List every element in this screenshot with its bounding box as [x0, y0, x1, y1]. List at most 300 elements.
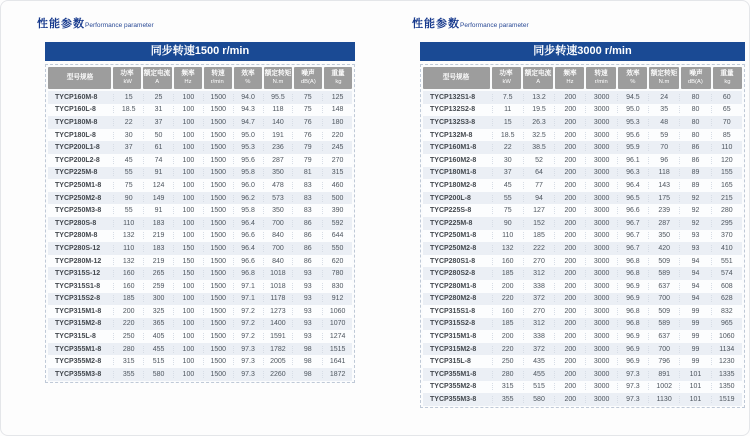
- value-cell: 200: [492, 283, 523, 290]
- value-cell: 3000: [585, 308, 616, 315]
- value-cell: 280: [113, 346, 143, 353]
- model-cell: TYCP355M2-8: [430, 383, 477, 391]
- value-cell: 1500: [203, 245, 233, 252]
- value-cell: 3000: [585, 396, 616, 403]
- value-cell: 1350: [711, 383, 742, 390]
- value-cell: 94: [679, 258, 710, 265]
- value-cell: 80: [679, 119, 710, 126]
- table-row: [423, 204, 742, 217]
- model-cell: TYCP280S-8: [55, 219, 97, 227]
- value-cell: 75: [292, 106, 322, 113]
- model-cell: TYCP250M2-8: [430, 244, 477, 252]
- value-cell: 200: [554, 358, 585, 365]
- value-cell: 97.3: [617, 396, 648, 403]
- header-cell: [586, 67, 616, 89]
- table-row: [48, 305, 352, 318]
- table-grid: [45, 64, 355, 383]
- value-cell: 1500: [203, 346, 233, 353]
- value-cell: 215: [711, 195, 742, 202]
- table-title-bar: 同步转速3000 r/min: [420, 42, 745, 61]
- model-cell: TYCP280S2-8: [430, 270, 476, 278]
- value-cell: 19.5: [523, 106, 554, 113]
- value-cell: 312: [523, 270, 554, 277]
- value-cell: 95.9: [617, 144, 648, 151]
- header-unit: %: [630, 78, 636, 85]
- header-name: 噪声: [301, 70, 315, 78]
- value-cell: 100: [173, 94, 203, 101]
- value-cell: 32.5: [523, 132, 554, 139]
- header-unit: N.m: [272, 78, 284, 85]
- table-grid: [420, 64, 745, 408]
- value-cell: 405: [143, 333, 173, 340]
- value-cell: 1060: [711, 333, 742, 340]
- value-cell: 61: [143, 144, 173, 151]
- value-cell: 11: [492, 106, 523, 113]
- value-cell: 219: [143, 232, 173, 239]
- value-cell: 1500: [203, 220, 233, 227]
- value-cell: 99: [679, 358, 710, 365]
- value-cell: 96.9: [617, 295, 648, 302]
- value-cell: 18.5: [492, 132, 523, 139]
- header-name: 效率: [241, 70, 255, 78]
- header-name: 重量: [720, 70, 734, 78]
- value-cell: 31: [143, 106, 173, 113]
- value-cell: 96.5: [617, 195, 648, 202]
- value-cell: 312: [523, 320, 554, 327]
- value-cell: 3000: [585, 270, 616, 277]
- value-cell: 200: [554, 232, 585, 239]
- table-row: [423, 129, 742, 142]
- table-title-bar: 同步转速1500 r/min: [45, 42, 355, 61]
- value-cell: 100: [173, 220, 203, 227]
- model-cell: TYCP315L-8: [430, 358, 471, 366]
- header-unit: Hz: [183, 78, 192, 85]
- value-cell: 287: [263, 157, 293, 164]
- value-cell: 355: [113, 371, 143, 378]
- model-cell: TYCP315S2-8: [55, 295, 101, 303]
- value-cell: 96.8: [233, 270, 263, 277]
- model-cell: TYCP355M3-8: [55, 370, 102, 378]
- value-cell: 96.8: [617, 270, 648, 277]
- value-cell: 3000: [585, 182, 616, 189]
- performance-panel-1500: [37, 14, 355, 383]
- table-row: [423, 167, 742, 180]
- value-cell: 74: [143, 157, 173, 164]
- value-cell: 200: [554, 169, 585, 176]
- value-cell: 93: [292, 295, 322, 302]
- table-row: [48, 318, 352, 331]
- value-cell: 365: [143, 320, 173, 327]
- value-cell: 265: [143, 270, 173, 277]
- value-cell: 455: [523, 371, 554, 378]
- value-cell: 96.1: [617, 157, 648, 164]
- value-cell: 81: [292, 169, 322, 176]
- value-cell: 83: [292, 195, 322, 202]
- header-name: 转速: [210, 70, 225, 78]
- value-cell: 200: [554, 106, 585, 113]
- value-cell: 1500: [203, 283, 233, 290]
- value-cell: 1500: [203, 358, 233, 365]
- value-cell: 140: [263, 119, 293, 126]
- value-cell: 85: [711, 132, 742, 139]
- value-cell: 1335: [711, 371, 742, 378]
- model-cell: TYCP315L-8: [55, 333, 96, 341]
- model-cell: TYCP250M3-8: [55, 207, 102, 215]
- value-cell: 550: [322, 245, 352, 252]
- model-cell: TYCP250M1-8: [55, 181, 102, 189]
- table-row: [423, 242, 742, 255]
- value-cell: 700: [263, 220, 293, 227]
- value-cell: 95.3: [617, 119, 648, 126]
- table-row: [48, 343, 352, 356]
- value-cell: 143: [648, 182, 679, 189]
- spec-table-1500: [45, 42, 355, 383]
- value-cell: 200: [492, 333, 523, 340]
- value-cell: 13.2: [523, 94, 554, 101]
- table-row: [48, 230, 352, 243]
- value-cell: 200: [554, 94, 585, 101]
- value-cell: 295: [711, 220, 742, 227]
- value-cell: 83: [292, 207, 322, 214]
- value-cell: 95.0: [617, 106, 648, 113]
- model-cell: TYCP280S1-8: [430, 257, 476, 265]
- header-name: 功率: [120, 70, 135, 78]
- value-cell: 1500: [203, 144, 233, 151]
- value-cell: 1500: [203, 258, 233, 265]
- value-cell: 120: [711, 157, 742, 164]
- value-cell: 1515: [322, 346, 352, 353]
- table-row: [48, 293, 352, 306]
- value-cell: 270: [523, 258, 554, 265]
- header-name: 噪声: [689, 70, 703, 78]
- value-cell: 1400: [263, 320, 293, 327]
- model-cell: TYCP355M1-8: [55, 345, 102, 353]
- value-cell: 94.0: [233, 94, 263, 101]
- value-cell: 96.4: [233, 245, 263, 252]
- header-name: 型号规格: [443, 74, 470, 81]
- value-cell: 91: [143, 207, 173, 214]
- value-cell: 124: [143, 182, 173, 189]
- value-cell: 2005: [263, 358, 293, 365]
- value-cell: 89: [679, 182, 710, 189]
- value-cell: 95.6: [233, 157, 263, 164]
- value-cell: 24: [648, 94, 679, 101]
- value-cell: 185: [492, 320, 523, 327]
- value-cell: 1500: [203, 207, 233, 214]
- value-cell: 25: [143, 94, 173, 101]
- value-cell: 3000: [585, 245, 616, 252]
- value-cell: 96: [648, 157, 679, 164]
- value-cell: 3000: [585, 383, 616, 390]
- value-cell: 101: [679, 396, 710, 403]
- model-cell: TYCP280M-12: [55, 257, 102, 265]
- value-cell: 30: [113, 132, 143, 139]
- value-cell: 338: [523, 333, 554, 340]
- value-cell: 200: [554, 371, 585, 378]
- value-cell: 200: [554, 396, 585, 403]
- value-cell: 250: [113, 333, 143, 340]
- model-cell: TYCP355M2-8: [55, 358, 102, 366]
- value-cell: 96.7: [617, 245, 648, 252]
- value-cell: 3000: [585, 195, 616, 202]
- value-cell: 18.5: [113, 106, 143, 113]
- value-cell: 580: [143, 371, 173, 378]
- model-cell: TYCP315S1-8: [55, 282, 101, 290]
- value-cell: 200: [554, 333, 585, 340]
- value-cell: 1519: [711, 396, 742, 403]
- section-title-en: Performance parameter: [460, 22, 529, 29]
- value-cell: 620: [322, 258, 352, 265]
- value-cell: 100: [173, 232, 203, 239]
- value-cell: 830: [322, 283, 352, 290]
- spec-table-3000: [420, 42, 745, 408]
- value-cell: 91: [143, 169, 173, 176]
- model-cell: TYCP200L2-8: [55, 156, 100, 164]
- value-cell: 101: [679, 383, 710, 390]
- value-cell: 97.3: [233, 358, 263, 365]
- value-cell: 118: [263, 106, 293, 113]
- value-cell: 100: [173, 195, 203, 202]
- header-unit: dB(A): [688, 78, 704, 85]
- table-row: [423, 368, 742, 381]
- value-cell: 700: [648, 346, 679, 353]
- section-title-zh: 性能参数: [37, 18, 85, 30]
- model-cell: TYCP160M-8: [55, 93, 98, 101]
- value-cell: 100: [173, 182, 203, 189]
- header-unit: r/min: [211, 78, 225, 85]
- value-cell: 1500: [203, 169, 233, 176]
- value-cell: 83: [292, 182, 322, 189]
- value-cell: 100: [173, 308, 203, 315]
- value-cell: 99: [679, 346, 710, 353]
- model-cell: TYCP250M2-8: [55, 194, 102, 202]
- model-cell: TYCP225M-8: [55, 169, 98, 177]
- value-cell: 644: [322, 232, 352, 239]
- value-cell: 245: [322, 144, 352, 151]
- value-cell: 132: [113, 258, 143, 265]
- value-cell: 1872: [322, 371, 352, 378]
- header-name: 功率: [499, 70, 514, 78]
- value-cell: 3000: [585, 157, 616, 164]
- table-row: [423, 230, 742, 243]
- value-cell: 98: [292, 358, 322, 365]
- header-cell: [234, 67, 262, 89]
- header-name: 频率: [562, 70, 577, 78]
- value-cell: 1018: [263, 283, 293, 290]
- value-cell: 191: [263, 132, 293, 139]
- value-cell: 455: [143, 346, 173, 353]
- value-cell: 372: [523, 295, 554, 302]
- value-cell: 22: [113, 119, 143, 126]
- model-cell: TYCP160M1-8: [430, 144, 477, 152]
- value-cell: 100: [173, 119, 203, 126]
- value-cell: 15: [113, 94, 143, 101]
- value-cell: 48: [648, 119, 679, 126]
- model-cell: TYCP315M2-8: [430, 345, 477, 353]
- model-cell: TYCP180M1-8: [430, 169, 477, 177]
- value-cell: 100: [173, 371, 203, 378]
- header-cell: [174, 67, 202, 89]
- header-unit: kW: [502, 78, 511, 85]
- value-cell: 183: [143, 220, 173, 227]
- value-cell: 3000: [585, 232, 616, 239]
- model-cell: TYCP225M-8: [430, 219, 473, 227]
- value-cell: 840: [263, 232, 293, 239]
- value-cell: 200: [554, 270, 585, 277]
- value-cell: 239: [648, 207, 679, 214]
- value-cell: 220: [492, 346, 523, 353]
- value-cell: 96.0: [233, 182, 263, 189]
- table-row: [48, 330, 352, 343]
- value-cell: 96.4: [233, 220, 263, 227]
- model-cell: TYCP132S1-8: [430, 93, 476, 101]
- model-cell: TYCP200L-8: [430, 194, 471, 202]
- table-row: [423, 104, 742, 117]
- value-cell: 185: [523, 232, 554, 239]
- value-cell: 1178: [263, 295, 293, 302]
- value-cell: 460: [322, 182, 352, 189]
- value-cell: 175: [648, 195, 679, 202]
- value-cell: 628: [711, 295, 742, 302]
- value-cell: 3000: [585, 144, 616, 151]
- value-cell: 509: [648, 258, 679, 265]
- value-cell: 3000: [585, 258, 616, 265]
- value-cell: 185: [492, 270, 523, 277]
- value-cell: 79: [292, 144, 322, 151]
- value-cell: 152: [523, 220, 554, 227]
- value-cell: 250: [492, 358, 523, 365]
- table-header-row: [48, 67, 352, 89]
- header-cell: [294, 67, 322, 89]
- value-cell: 200: [554, 182, 585, 189]
- model-cell: TYCP315M1-8: [430, 333, 477, 341]
- value-cell: 100: [173, 132, 203, 139]
- header-cell: [264, 67, 292, 89]
- value-cell: 200: [554, 245, 585, 252]
- value-cell: 700: [648, 295, 679, 302]
- value-cell: 183: [143, 245, 173, 252]
- value-cell: 100: [173, 207, 203, 214]
- value-cell: 350: [263, 207, 293, 214]
- value-cell: 76: [292, 132, 322, 139]
- model-cell: TYCP180M2-8: [430, 181, 477, 189]
- header-unit: A: [536, 78, 540, 85]
- value-cell: 840: [263, 258, 293, 265]
- value-cell: 180: [322, 119, 352, 126]
- value-cell: 3000: [585, 106, 616, 113]
- value-cell: 2260: [263, 371, 293, 378]
- value-cell: 95.0: [233, 132, 263, 139]
- model-cell: TYCP225S-8: [430, 207, 472, 215]
- value-cell: 90: [113, 195, 143, 202]
- header-name: 效率: [625, 70, 640, 78]
- value-cell: 300: [143, 295, 173, 302]
- value-cell: 101: [679, 371, 710, 378]
- model-cell: TYCP280S-12: [55, 244, 101, 252]
- value-cell: 1070: [322, 320, 352, 327]
- value-cell: 22: [492, 144, 523, 151]
- table-row: [423, 192, 742, 205]
- header-cell: [713, 67, 743, 89]
- value-cell: 100: [173, 358, 203, 365]
- value-cell: 3000: [585, 358, 616, 365]
- value-cell: 86: [679, 144, 710, 151]
- value-cell: 97.2: [233, 333, 263, 340]
- value-cell: 96.8: [617, 320, 648, 327]
- value-cell: 52: [523, 157, 554, 164]
- value-cell: 3000: [585, 295, 616, 302]
- value-cell: 95.6: [617, 132, 648, 139]
- model-cell: TYCP132S3-8: [430, 118, 476, 126]
- table-row: [423, 116, 742, 129]
- table-row: [48, 355, 352, 368]
- value-cell: 77: [523, 182, 554, 189]
- value-cell: 96.4: [617, 182, 648, 189]
- value-cell: 780: [322, 270, 352, 277]
- header-name: 额定电流: [524, 70, 552, 78]
- value-cell: 1500: [203, 132, 233, 139]
- value-cell: 96.9: [617, 358, 648, 365]
- value-cell: 30: [492, 157, 523, 164]
- value-cell: 1641: [322, 358, 352, 365]
- value-cell: 338: [523, 283, 554, 290]
- value-cell: 89: [679, 169, 710, 176]
- value-cell: 200: [113, 308, 143, 315]
- header-name: 型号规格: [66, 74, 93, 81]
- header-name: 额定转矩: [264, 70, 292, 78]
- model-cell: TYCP315S1-8: [430, 307, 476, 315]
- value-cell: 200: [554, 283, 585, 290]
- model-cell: TYCP315M1-8: [55, 307, 102, 315]
- value-cell: 96.6: [233, 258, 263, 265]
- value-cell: 270: [523, 308, 554, 315]
- table-body: [48, 91, 352, 381]
- table-header-row: [423, 67, 742, 89]
- value-cell: 45: [113, 157, 143, 164]
- value-cell: 222: [523, 245, 554, 252]
- table-row: [423, 91, 742, 104]
- value-cell: 93: [679, 232, 710, 239]
- value-cell: 95.3: [233, 144, 263, 151]
- header-unit: kg: [724, 78, 731, 85]
- value-cell: 3000: [585, 169, 616, 176]
- value-cell: 92: [679, 207, 710, 214]
- value-cell: 99: [679, 308, 710, 315]
- section-title-en: Performance parameter: [85, 22, 154, 29]
- value-cell: 93: [679, 245, 710, 252]
- value-cell: 155: [711, 169, 742, 176]
- value-cell: 1500: [203, 371, 233, 378]
- value-cell: 93: [292, 333, 322, 340]
- model-cell: TYCP280M-8: [55, 232, 98, 240]
- value-cell: 35: [648, 106, 679, 113]
- value-cell: 287: [648, 220, 679, 227]
- value-cell: 200: [554, 295, 585, 302]
- value-cell: 592: [322, 220, 352, 227]
- header-unit: kg: [334, 78, 342, 85]
- value-cell: 59: [648, 132, 679, 139]
- value-cell: 96.2: [233, 195, 263, 202]
- header-unit: dB(A): [300, 78, 316, 85]
- value-cell: 200: [554, 220, 585, 227]
- value-cell: 55: [113, 207, 143, 214]
- value-cell: 94.3: [233, 106, 263, 113]
- value-cell: 79: [292, 157, 322, 164]
- value-cell: 796: [648, 358, 679, 365]
- table-body: [423, 91, 742, 406]
- value-cell: 3000: [585, 283, 616, 290]
- value-cell: 965: [711, 320, 742, 327]
